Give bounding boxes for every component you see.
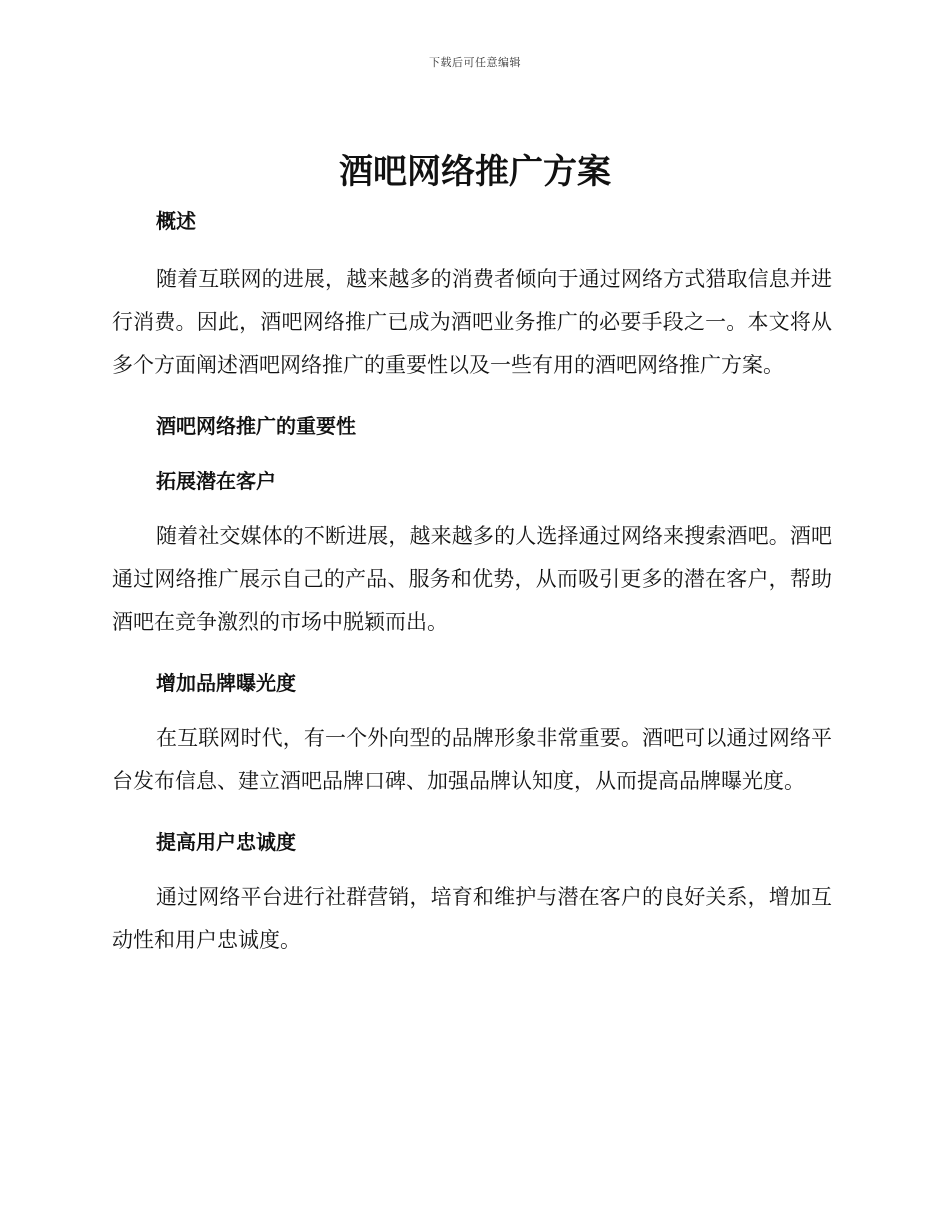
section-heading-overview: 概述 — [156, 209, 196, 233]
section-heading-potential-customers: 拓展潜在客户 — [156, 469, 276, 493]
section-heading-importance: 酒吧网络推广的重要性 — [156, 414, 356, 438]
page-title: 酒吧网络推广方案 — [339, 152, 611, 192]
section-paragraph-potential-customers: 随着社交媒体的不断进展，越来越多的人选择通过网络来搜索酒吧。酒吧通过网络推广展示自己的产品、服务和优势，从而吸引更多的潜在客户，帮助酒吧在竞争激烈的市场中脱颖而出。 — [112, 524, 832, 634]
section-paragraph-overview: 随着互联网的进展，越来越多的消费者倾向于通过网络方式猎取信息并进行消费。因此，酒吧网络推广已成为酒吧业务推广的必要手段之一。本文将从多个方面阐述酒吧网络推广的重要性以及一些有用的酒吧网络推广方案。 — [112, 267, 832, 377]
section-heading-user-loyalty: 提高用户忠诚度 — [156, 830, 296, 854]
header-note: 下载后可任意编辑 — [429, 56, 521, 69]
section-paragraph-user-loyalty: 通过网络平台进行社群营销，培育和维护与潜在客户的良好关系，增加互动性和用户忠诚度。 — [112, 885, 832, 952]
section-heading-brand-exposure: 增加品牌曝光度 — [156, 671, 296, 695]
section-paragraph-brand-exposure: 在互联网时代，有一个外向型的品牌形象非常重要。酒吧可以通过网络平台发布信息、建立酒吧品牌口碑、加强品牌认知度，从而提高品牌曝光度。 — [112, 726, 832, 793]
document-body — [112, 200, 832, 962]
